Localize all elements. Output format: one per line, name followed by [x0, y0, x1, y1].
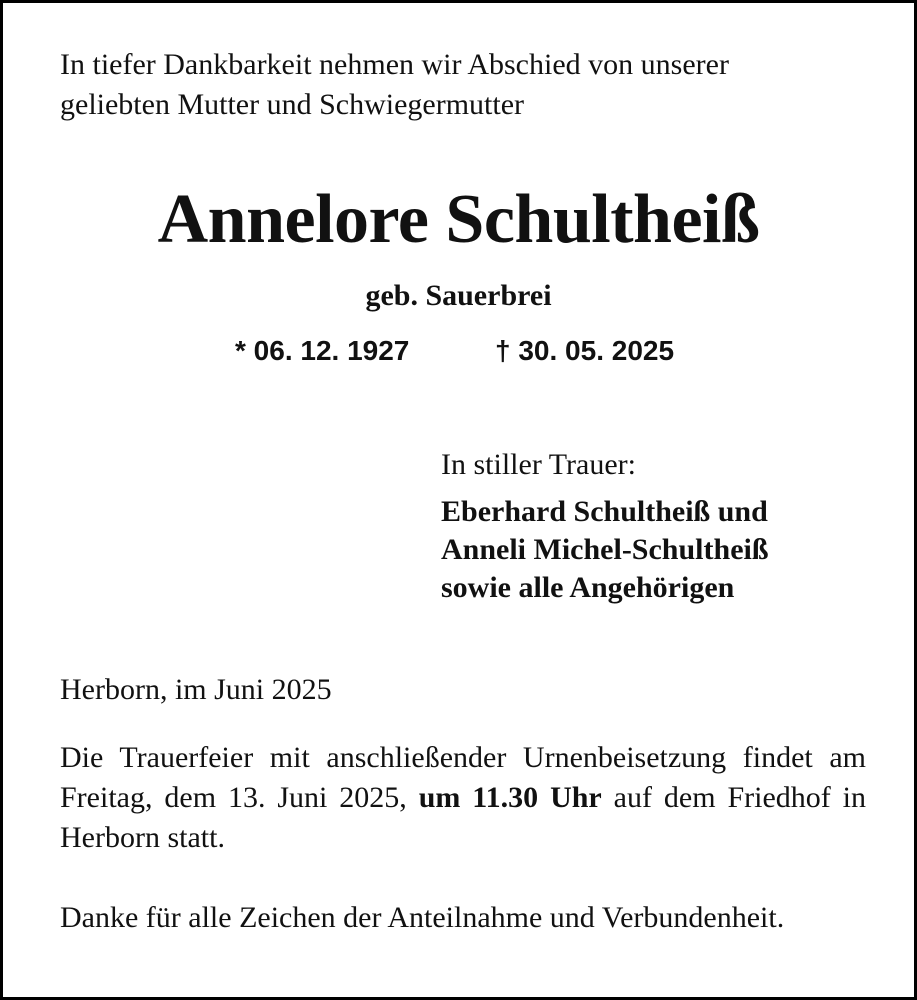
intro-text [60, 45, 729, 125]
ceremony-location: auf dem Friedhof in Herborn statt. [60, 781, 867, 854]
mourner-line: Eberhard Schultheiß und [441, 495, 768, 528]
mourners-label: In stiller Trauer: [441, 448, 636, 481]
ceremony-time: um 11.30 Uhr [418, 781, 602, 814]
mourner-line: sowie alle Angehörigen [441, 571, 735, 604]
deceased-name: Annelore Schultheiß [157, 181, 760, 258]
mourners-list [441, 493, 769, 607]
birth-date: * 06. 12. 1927 [235, 335, 410, 366]
place-date: Herborn, im Juni 2025 [60, 673, 332, 706]
death-date: † 30. 05. 2025 [495, 335, 675, 366]
intro-line: geliebten Mutter und Schwiegermutter [60, 88, 525, 121]
ceremony-text: Die Trauerfeier mit anschließender Urnenbeisetzung findet am Freitag, dem 13. Juni 2025, [60, 741, 866, 814]
mourner-line: Anneli Michel-Schultheiß [441, 533, 769, 566]
birth-name: geb. Sauerbrei [365, 279, 552, 312]
ceremony-info [60, 738, 866, 858]
intro-line: In tiefer Dankbarkeit nehmen wir Abschied von unserer [60, 48, 729, 81]
thanks-text: Danke für alle Zeichen der Anteilnahme und Verbundenheit. [60, 901, 785, 934]
